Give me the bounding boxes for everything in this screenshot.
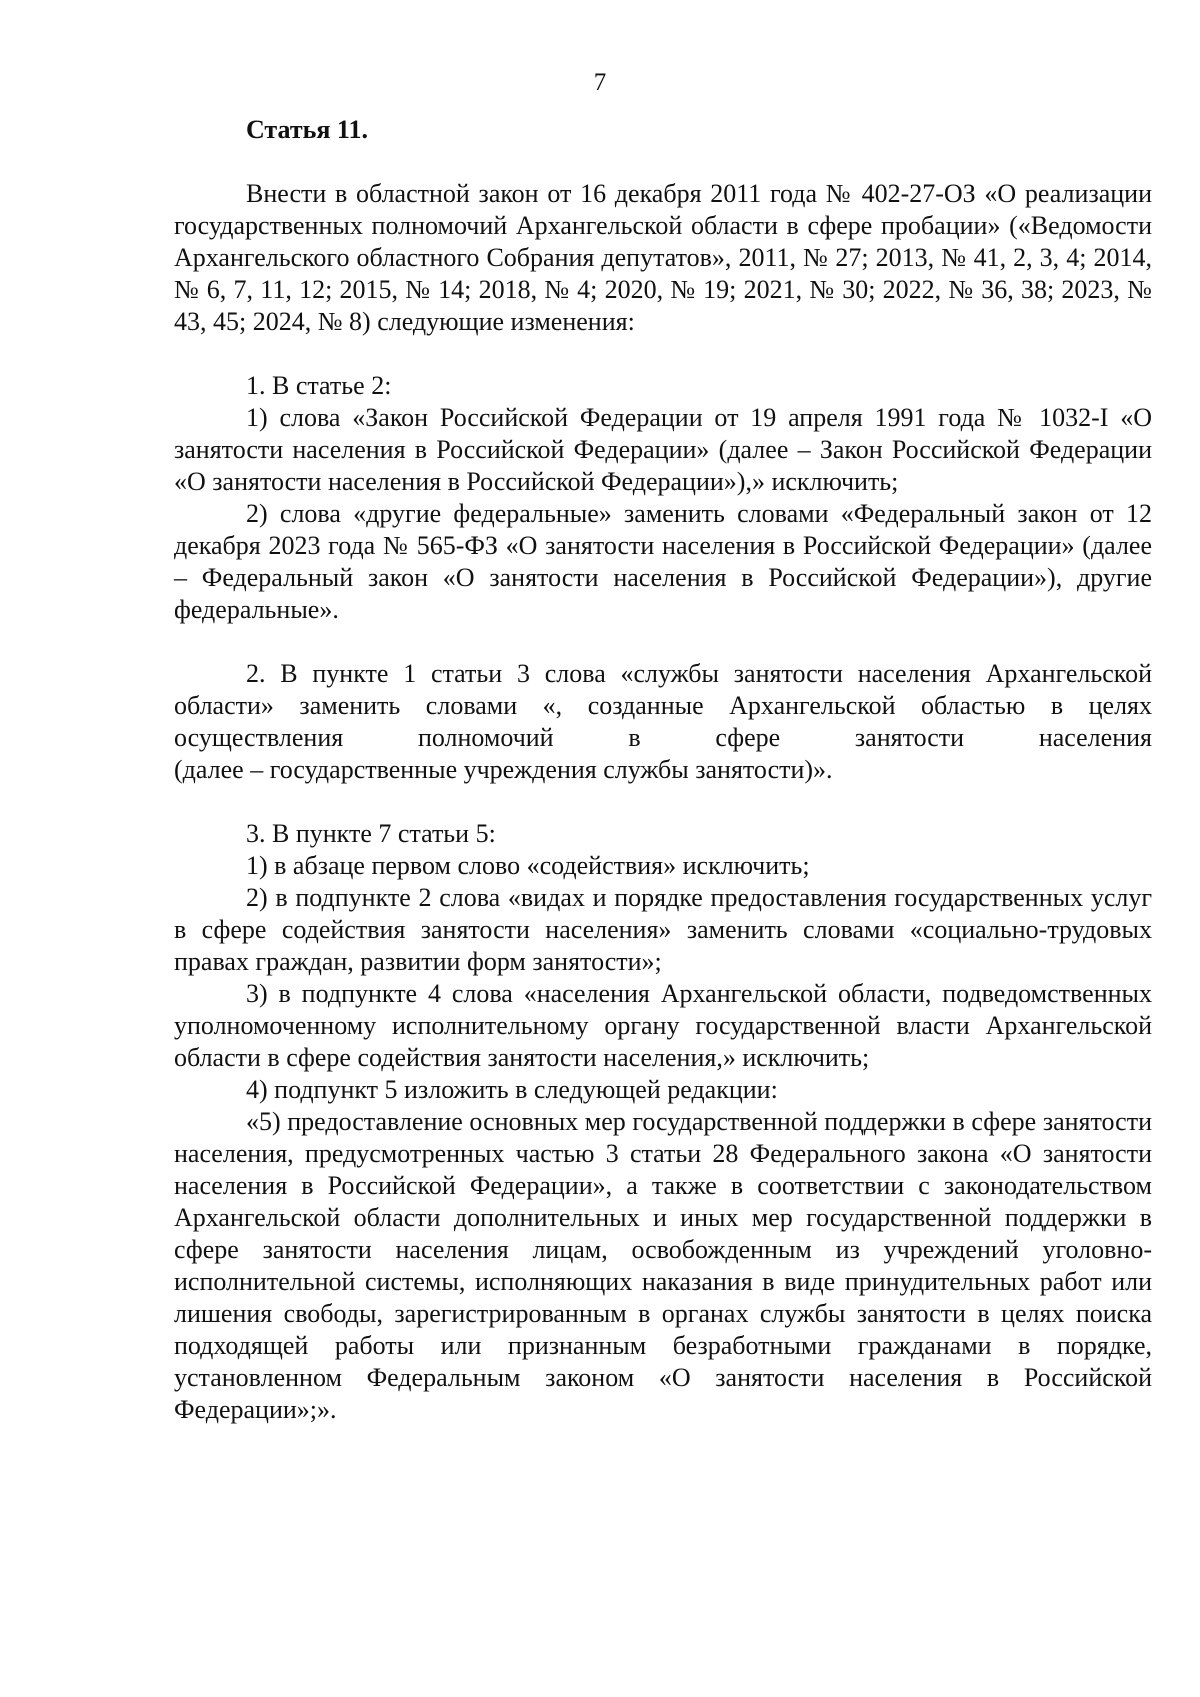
- intro-paragraph: Внести в областной закон от 16 декабря 2011 года № 402-27-ОЗ «О реализации государственных полномочий Архангельской области в сфере пробации» («Ведомости Архангельского областного Собрания депутатов», 2011, № 27; 2013, № 41, 2, 3, 4; 2014, № 6, 7, 11, 12; 2015, № 14; 2018, № 4; 2020, № 19; 2021, № 30; 2022, № 36, 38; 2023, № 43, 45; 2024, № 8) следующие изменения:: [174, 179, 1152, 336]
- section-3-item-5: «5) предоставление основных мер государственной поддержки в сфере занятости населения, предусмотренных частью 3 статьи 28 Федерального закона «О занятости населения в Российской Федерации», а также в соответствии с законодательством Архангельской области дополнительных и иных мер государственной поддержки в сфере занятости населения лицам, освобожденным из учреждений уголовно-исполнительной системы, исполняющих наказания в виде принудительных работ или лишения свободы, зарегистрированным в органах службы занятости в целях поиска подходящей работы или признанным безработными гражданами в порядке, установленном Федеральным законом «О занятости населения в Российской Федерации»;».: [174, 1107, 1152, 1424]
- document-body: [174, 114, 1152, 1426]
- section-3-item-3: 3) в подпункте 4 слова «населения Архангельской области, подведомственных уполномоченному исполнительному органу государственной власти Архангельской области в сфере содействия занятости населения,» исключить;: [174, 979, 1152, 1072]
- article-title: Статья 11.: [246, 115, 369, 144]
- section-3-item-2: 2) в подпункте 2 слова «видах и порядке предоставления государственных услуг в сфере содействия занятости населения» заменить словами «социально-трудовых правах граждан, развитии форм занятости»;: [174, 883, 1152, 976]
- section-2-paragraph: 2. В пункте 1 статьи 3 слова «службы занятости населения Архангельской области» заменить словами «, созданные Архангельской областью в целях осуществления полномочий в сфере занятости населения: [174, 659, 1152, 752]
- section-3-item-4: 4) подпункт 5 изложить в следующей редакции:: [246, 1075, 778, 1104]
- page-number: 7: [593, 69, 607, 96]
- section-1-item-1: 1) слова «Закон Российской Федерации от 19 апреля 1991 года № 1032-I «О занятости населения в Российской Федерации» (далее – Закон Российской Федерации «О занятости населения в Российской Федерации»),» исключить;: [174, 403, 1152, 496]
- section-1-item-2: 2) слова «другие федеральные» заменить словами «Федеральный закон от 12 декабря 2023 года № 565-ФЗ «О занятости населения в Российской Федерации» (далее – Федеральный закон «О занятости населения в Российской Федерации»), другие федеральные».: [174, 499, 1152, 624]
- section-2-paragraph-end: (далее – государственные учреждения службы занятости)».: [174, 755, 833, 784]
- section-1-heading: 1. В статье 2:: [246, 371, 392, 400]
- section-3-heading: 3. В пункте 7 статьи 5:: [246, 819, 496, 848]
- section-3-item-1: 1) в абзаце первом слово «содействия» исключить;: [246, 851, 810, 880]
